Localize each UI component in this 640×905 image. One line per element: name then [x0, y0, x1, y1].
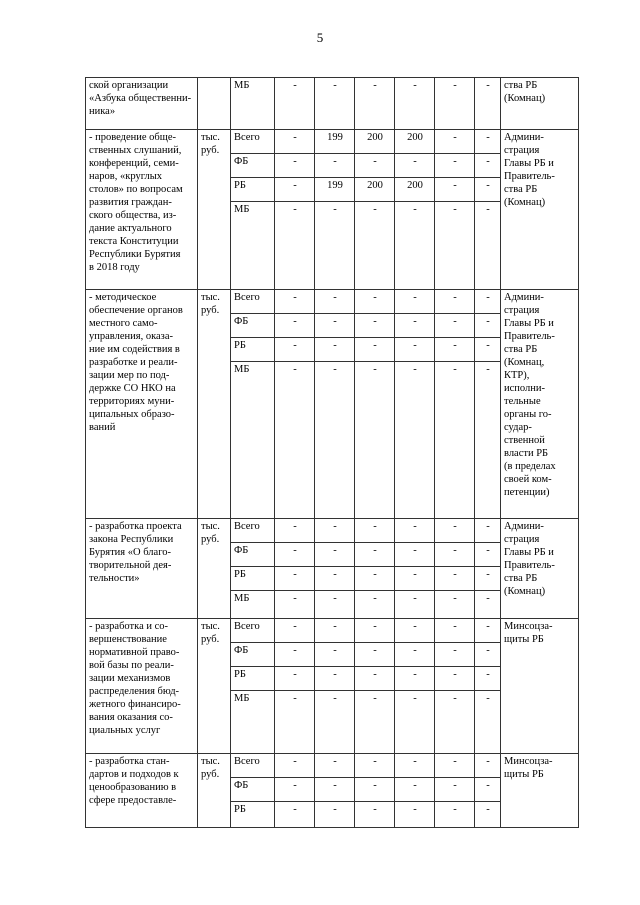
event-cell-line: столов» по вопросам	[89, 184, 183, 195]
value-cell: 199	[315, 178, 355, 202]
event-cell-line: ственных слушаний,	[89, 145, 182, 156]
executor-cell-line: Главы РБ и	[504, 158, 554, 169]
executor-cell	[501, 519, 579, 619]
source-cell: МБ	[231, 78, 275, 130]
value-cell: -	[275, 619, 315, 643]
value-cell: -	[315, 591, 355, 619]
value-cell: -	[475, 778, 501, 802]
executor-cell-line: (Комнац)	[504, 197, 546, 208]
value-cell: -	[355, 802, 395, 828]
event-cell	[86, 754, 198, 828]
value-cell: -	[275, 754, 315, 778]
value-cell: -	[435, 178, 475, 202]
value-cell: -	[355, 314, 395, 338]
executor-cell-line: страция	[504, 534, 540, 545]
value-cell: -	[275, 78, 315, 130]
executor-cell-line: ства РБ	[504, 573, 538, 584]
executor-cell-line: Минсоцза-	[504, 621, 553, 632]
unit-cell	[198, 619, 231, 754]
event-cell	[86, 619, 198, 754]
event-cell-line: сфере предоставле-	[89, 795, 177, 806]
executor-cell-line: ства РБ	[504, 344, 538, 355]
value-cell: -	[395, 543, 435, 567]
value-cell: -	[315, 314, 355, 338]
event-cell-line: развития граждан-	[89, 197, 172, 208]
event-cell-line: ника»	[89, 106, 116, 117]
value-cell: -	[275, 667, 315, 691]
value-cell: -	[355, 754, 395, 778]
value-cell: -	[435, 290, 475, 314]
value-cell: -	[275, 154, 315, 178]
event-cell-line: - разработка проекта	[89, 521, 182, 532]
source-cell: ФБ	[231, 778, 275, 802]
unit-cell	[198, 78, 231, 130]
unit-cell-line: тыс.	[201, 521, 220, 532]
value-cell: -	[475, 619, 501, 643]
value-cell: -	[275, 591, 315, 619]
event-cell-line: конференций, семи-	[89, 158, 179, 169]
event-cell-line: «Азбука общественни-	[89, 93, 192, 104]
value-cell: -	[275, 567, 315, 591]
event-cell	[86, 78, 198, 130]
value-cell: -	[315, 290, 355, 314]
source-cell: МБ	[231, 202, 275, 290]
value-cell: -	[315, 362, 355, 519]
value-cell: -	[475, 362, 501, 519]
value-cell: -	[315, 78, 355, 130]
executor-cell-line: судар-	[504, 422, 532, 433]
executor-cell-line: Админи-	[504, 292, 544, 303]
table-row	[86, 290, 579, 314]
executor-cell-line: Правитель-	[504, 560, 555, 571]
executor-cell-line: Минсоцза-	[504, 756, 553, 767]
value-cell: -	[475, 130, 501, 154]
executor-cell-line: органы го-	[504, 409, 552, 420]
unit-cell-line: тыс.	[201, 621, 220, 632]
event-cell	[86, 519, 198, 619]
source-cell: РБ	[231, 667, 275, 691]
source-cell: МБ	[231, 591, 275, 619]
executor-cell-line: страция	[504, 145, 540, 156]
value-cell: -	[275, 519, 315, 543]
value-cell: -	[435, 519, 475, 543]
value-cell: -	[355, 778, 395, 802]
value-cell: -	[475, 519, 501, 543]
event-cell-line: творительной дея-	[89, 560, 172, 571]
event-cell-line: территориях муни-	[89, 396, 175, 407]
event-cell-line: - разработка стан-	[89, 756, 170, 767]
table-row	[86, 619, 579, 643]
value-cell: -	[355, 619, 395, 643]
value-cell: -	[435, 314, 475, 338]
unit-cell-line: руб.	[201, 769, 220, 780]
value-cell: -	[355, 691, 395, 754]
value-cell: -	[355, 154, 395, 178]
event-cell	[86, 290, 198, 519]
event-cell-line: - разработка и со-	[89, 621, 169, 632]
program-table	[85, 77, 579, 828]
event-cell-line: управления, оказа-	[89, 331, 173, 342]
event-cell-line: ского общества, из-	[89, 210, 177, 221]
unit-cell-line: руб.	[201, 305, 220, 316]
table-row	[86, 130, 579, 154]
source-cell: РБ	[231, 567, 275, 591]
unit-cell-line: тыс.	[201, 292, 220, 303]
source-cell: Всего	[231, 619, 275, 643]
value-cell: -	[395, 778, 435, 802]
value-cell: -	[475, 290, 501, 314]
executor-cell-line: щиты РБ	[504, 769, 544, 780]
value-cell: -	[315, 691, 355, 754]
source-cell: Всего	[231, 130, 275, 154]
value-cell: -	[355, 667, 395, 691]
value-cell: -	[435, 543, 475, 567]
executor-cell-line: Правитель-	[504, 171, 555, 182]
value-cell: -	[275, 178, 315, 202]
value-cell: -	[435, 778, 475, 802]
event-cell-line: наров, «круглых	[89, 171, 163, 182]
value-cell: 200	[395, 178, 435, 202]
source-cell: ФБ	[231, 314, 275, 338]
value-cell: -	[475, 643, 501, 667]
table-row	[86, 519, 579, 543]
source-cell: Всего	[231, 290, 275, 314]
executor-cell-line: Правитель-	[504, 331, 555, 342]
value-cell: 200	[395, 130, 435, 154]
source-cell: РБ	[231, 802, 275, 828]
event-cell-line: - методическое	[89, 292, 157, 303]
value-cell: -	[275, 130, 315, 154]
value-cell: -	[475, 591, 501, 619]
value-cell: -	[435, 667, 475, 691]
unit-cell-line: руб.	[201, 534, 220, 545]
value-cell: -	[475, 154, 501, 178]
table-body	[86, 78, 579, 828]
value-cell: -	[475, 543, 501, 567]
unit-cell	[198, 754, 231, 828]
executor-cell-line: (Комнац)	[504, 586, 546, 597]
value-cell: -	[355, 362, 395, 519]
value-cell: -	[315, 778, 355, 802]
unit-cell-line: руб.	[201, 634, 220, 645]
event-cell-line: дартов и подходов к	[89, 769, 179, 780]
value-cell: -	[275, 543, 315, 567]
value-cell: -	[275, 802, 315, 828]
executor-cell-line: тельные	[504, 396, 541, 407]
value-cell: -	[395, 691, 435, 754]
event-cell-line: тельности»	[89, 573, 140, 584]
event-cell-line: ние им содействия в	[89, 344, 180, 355]
executor-cell-line: Админи-	[504, 521, 544, 532]
value-cell: -	[315, 202, 355, 290]
source-cell: РБ	[231, 338, 275, 362]
value-cell: -	[395, 362, 435, 519]
value-cell: -	[435, 154, 475, 178]
executor-cell-line: Админи-	[504, 132, 544, 143]
value-cell: -	[475, 691, 501, 754]
value-cell: -	[315, 338, 355, 362]
source-cell: ФБ	[231, 643, 275, 667]
value-cell: -	[275, 362, 315, 519]
value-cell: -	[435, 338, 475, 362]
executor-cell-line: ства РБ	[504, 184, 538, 195]
value-cell: -	[435, 202, 475, 290]
executor-cell-line: исполни-	[504, 383, 545, 394]
executor-cell-line: (в пределах	[504, 461, 556, 472]
value-cell: 200	[355, 178, 395, 202]
event-cell-line: - проведение обще-	[89, 132, 177, 143]
event-cell-line: жетного финансиро-	[89, 699, 181, 710]
value-cell: -	[435, 591, 475, 619]
value-cell: -	[315, 619, 355, 643]
value-cell: -	[395, 519, 435, 543]
value-cell: -	[395, 290, 435, 314]
executor-cell-line: ства РБ	[504, 80, 538, 91]
value-cell: -	[315, 567, 355, 591]
unit-cell-line: руб.	[201, 145, 220, 156]
value-cell: -	[275, 290, 315, 314]
executor-cell-line: Главы РБ и	[504, 318, 554, 329]
source-cell: МБ	[231, 362, 275, 519]
value-cell: -	[395, 154, 435, 178]
value-cell: -	[395, 78, 435, 130]
executor-cell-line: (Комнац)	[504, 93, 546, 104]
value-cell: -	[475, 78, 501, 130]
value-cell: -	[395, 591, 435, 619]
event-cell-line: вания оказания со-	[89, 712, 173, 723]
value-cell: -	[315, 667, 355, 691]
value-cell: -	[355, 290, 395, 314]
event-cell-line: держке СО НКО на	[89, 383, 176, 394]
value-cell: -	[395, 338, 435, 362]
value-cell: -	[395, 643, 435, 667]
page-number: 5	[316, 30, 324, 45]
event-cell-line: ципальных образо-	[89, 409, 175, 420]
value-cell: -	[475, 667, 501, 691]
event-cell-line: текста Конституции	[89, 236, 179, 247]
value-cell: -	[435, 619, 475, 643]
value-cell: -	[275, 691, 315, 754]
value-cell: -	[275, 778, 315, 802]
event-cell-line: обеспечение органов	[89, 305, 183, 316]
table-row	[86, 754, 579, 778]
value-cell: -	[475, 567, 501, 591]
value-cell: -	[355, 543, 395, 567]
table-row	[86, 78, 579, 130]
value-cell: -	[395, 754, 435, 778]
source-cell: ФБ	[231, 154, 275, 178]
value-cell: -	[315, 519, 355, 543]
value-cell: -	[475, 802, 501, 828]
value-cell: -	[315, 754, 355, 778]
executor-cell-line: (Комнац,	[504, 357, 545, 368]
value-cell: -	[355, 78, 395, 130]
event-cell-line: циальных услуг	[89, 725, 161, 736]
executor-cell	[501, 754, 579, 828]
value-cell: -	[395, 314, 435, 338]
value-cell: -	[395, 567, 435, 591]
executor-cell	[501, 619, 579, 754]
value-cell: -	[435, 691, 475, 754]
value-cell: -	[435, 130, 475, 154]
value-cell: 200	[355, 130, 395, 154]
value-cell: -	[475, 754, 501, 778]
value-cell: -	[315, 154, 355, 178]
executor-cell-line: ственной	[504, 435, 545, 446]
source-cell: Всего	[231, 519, 275, 543]
event-cell-line: разработке и реали-	[89, 357, 178, 368]
value-cell: -	[435, 802, 475, 828]
source-cell: Всего	[231, 754, 275, 778]
value-cell: -	[355, 643, 395, 667]
event-cell-line: нормативной право-	[89, 647, 180, 658]
event-cell-line: Республики Бурятия	[89, 249, 181, 260]
value-cell: -	[435, 643, 475, 667]
value-cell: -	[315, 802, 355, 828]
executor-cell-line: своей ком-	[504, 474, 552, 485]
value-cell: -	[315, 543, 355, 567]
unit-cell-line: тыс.	[201, 756, 220, 767]
event-cell-line: распределения бюд-	[89, 686, 180, 697]
source-cell: РБ	[231, 178, 275, 202]
event-cell-line: ваний	[89, 422, 116, 433]
value-cell: 199	[315, 130, 355, 154]
event-cell-line: в 2018 году	[89, 262, 140, 273]
value-cell: -	[355, 202, 395, 290]
value-cell: -	[355, 338, 395, 362]
source-cell: ФБ	[231, 543, 275, 567]
executor-cell-line: власти РБ	[504, 448, 549, 459]
unit-cell	[198, 519, 231, 619]
event-cell-line: местного само-	[89, 318, 158, 329]
event-cell-line: вой базы по реали-	[89, 660, 174, 671]
event-cell-line: ценообразованию в	[89, 782, 177, 793]
value-cell: -	[435, 362, 475, 519]
event-cell-line: зации механизмов	[89, 673, 171, 684]
value-cell: -	[275, 314, 315, 338]
value-cell: -	[435, 78, 475, 130]
executor-cell-line: страция	[504, 305, 540, 316]
event-cell-line: ской организации	[89, 80, 169, 91]
executor-cell	[501, 78, 579, 130]
event-cell-line: Бурятия «О благо-	[89, 547, 171, 558]
unit-cell-line: тыс.	[201, 132, 220, 143]
value-cell: -	[395, 619, 435, 643]
value-cell: -	[355, 591, 395, 619]
value-cell: -	[475, 338, 501, 362]
value-cell: -	[395, 802, 435, 828]
executor-cell-line: КТР),	[504, 370, 530, 381]
value-cell: -	[275, 338, 315, 362]
executor-cell-line: щиты РБ	[504, 634, 544, 645]
value-cell: -	[395, 667, 435, 691]
value-cell: -	[275, 643, 315, 667]
event-cell-line: закона Республики	[89, 534, 174, 545]
value-cell: -	[475, 202, 501, 290]
event-cell-line: зации мер по под-	[89, 370, 170, 381]
value-cell: -	[475, 314, 501, 338]
unit-cell	[198, 290, 231, 519]
event-cell-line: дание актуального	[89, 223, 172, 234]
value-cell: -	[275, 202, 315, 290]
value-cell: -	[435, 567, 475, 591]
value-cell: -	[395, 202, 435, 290]
event-cell-line: вершенствование	[89, 634, 167, 645]
source-cell: МБ	[231, 691, 275, 754]
executor-cell-line: петенции)	[504, 487, 550, 498]
executor-cell	[501, 290, 579, 519]
value-cell: -	[355, 519, 395, 543]
executor-cell-line: Главы РБ и	[504, 547, 554, 558]
executor-cell	[501, 130, 579, 290]
event-cell	[86, 130, 198, 290]
value-cell: -	[435, 754, 475, 778]
value-cell: -	[475, 178, 501, 202]
value-cell: -	[355, 567, 395, 591]
value-cell: -	[315, 643, 355, 667]
unit-cell	[198, 130, 231, 290]
